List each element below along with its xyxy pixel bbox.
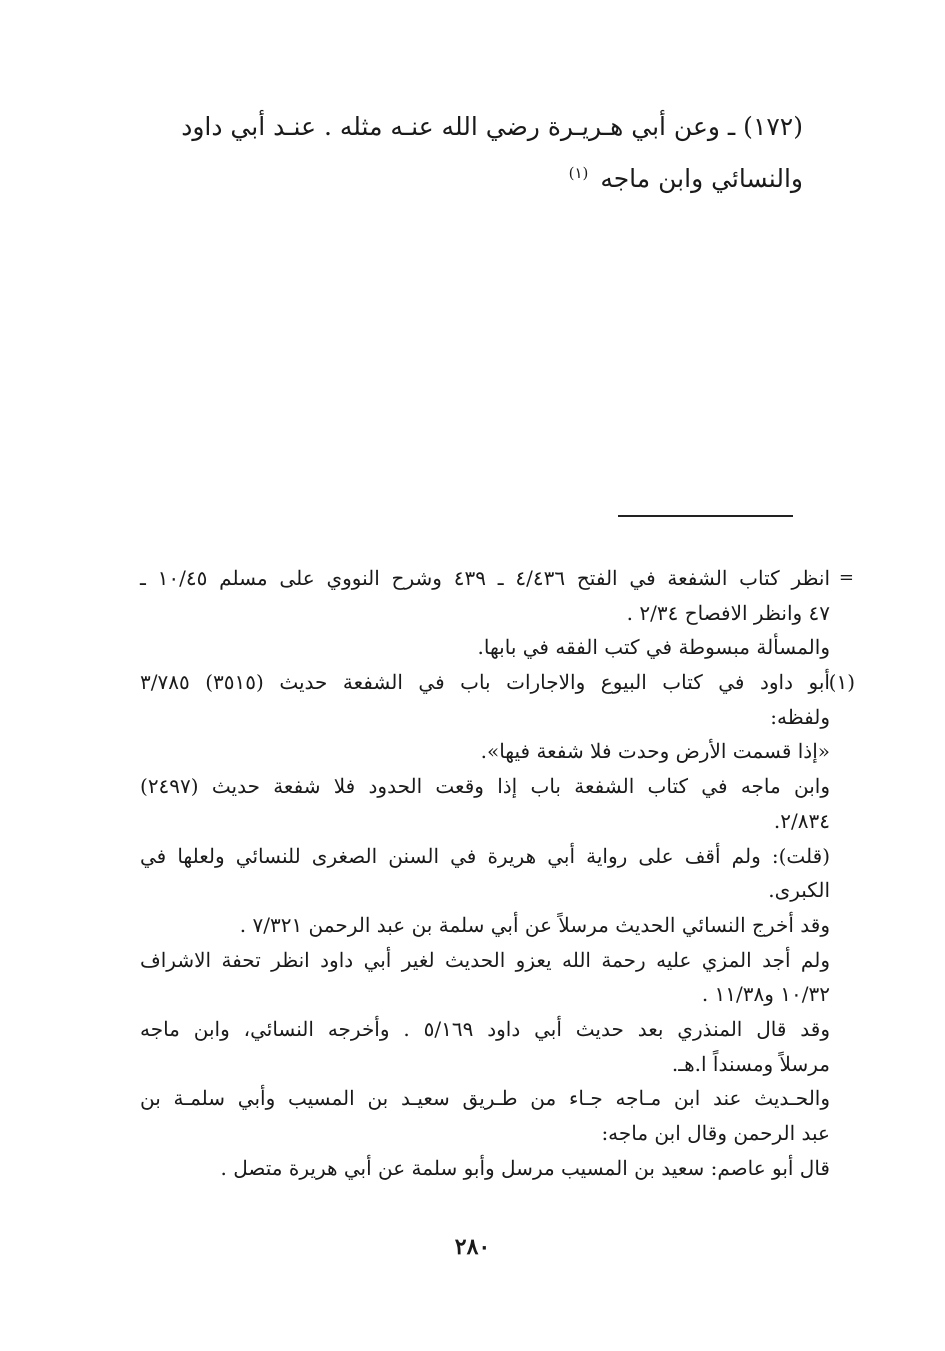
footnote-line: وقد أخرج النسائي الحديث مرسلاً عن أبي سلمة بن عبد الرحمن ٧/٣٢١ . — [239, 912, 830, 937]
footnote-line-text: انظر كتاب الشفعة في الفتح ٤/٤٣٦ ـ ٤٣٩ وشرح النووي على مسلم ١٠/٤٥ ـ — [140, 566, 831, 590]
footnote-line — [140, 665, 855, 700]
footnote-line: ١٠/٣٢ و١١/٣٨ . — [701, 982, 830, 1007]
footnote-line — [140, 561, 854, 596]
footnote-separator — [618, 515, 793, 517]
footnote-line: والحـديث عند ابن مـاجه جـاء من طـريق سعيـد بن المسيب وأبي سلمـة بن — [140, 1086, 830, 1111]
footnote-line: ولم أجد المزي عليه رحمة الله يعزو الحديث لغير أبي داود انظر تحفة الاشراف — [140, 947, 830, 972]
continuation-marker: = — [838, 567, 854, 588]
footnote-line: ٤٧ وانظر الافصاح ٢/٣٤ . — [626, 600, 830, 625]
hadith-text — [113, 104, 803, 202]
footnote-line: وقد قال المنذري بعد حديث أبي داود ٥/١٦٩ . وأخرجه النسائي، وابن ماجه — [140, 1016, 830, 1041]
footnote-line: عبد الرحمن وقال ابن ماجه: — [601, 1121, 830, 1145]
footnotes-section — [140, 561, 855, 1185]
footnote-line: والمسألة مبسوطة في كتب الفقه في بابها. — [477, 635, 830, 660]
footnote-line: قال أبو عاصم: سعيد بن المسيب مرسل وأبو سلمة عن أبي هريرة متصل . — [220, 1155, 830, 1180]
footnote-line: «إذا قسمت الأرض وحدت فلا شفعة فيها». — [480, 739, 830, 764]
footnote-number-marker: (١) — [828, 670, 855, 695]
footnote-line: (قلت): ولم أقف على رواية أبي هريرة في السنن الصغرى للنسائي ولعلها في — [140, 843, 830, 868]
footnote-line: ولفظه: — [770, 704, 830, 729]
footnote-line: ٢/٨٣٤. — [773, 808, 830, 833]
footnote-reference: (١) — [568, 164, 589, 182]
footnote-line-text: أبو داود في كتاب البيوع والاجارات باب في الشفعة حديث (٣٥١٥) ٣/٧٨٥ — [140, 670, 830, 695]
hadith-line-2 — [113, 150, 803, 202]
footnote-line: مرسلاً ومسنداً ا.هـ. — [671, 1051, 830, 1076]
page-number: ٢٨٠ — [454, 1234, 491, 1260]
footnote-line: وابن ماجه في كتاب الشفعة باب إذا وقعت الحدود فلا شفعة حديث (٢٤٩٧) — [140, 774, 830, 799]
hadith-line-2-text: والنسائي وابن ماجه — [600, 164, 803, 193]
hadith-line-1: (١٧٢) ـ وعن أبي هـريـرة رضي الله عنـه مثله . عنـد أبي داود — [181, 112, 803, 141]
footnote-line: الكبرى. — [768, 878, 830, 903]
